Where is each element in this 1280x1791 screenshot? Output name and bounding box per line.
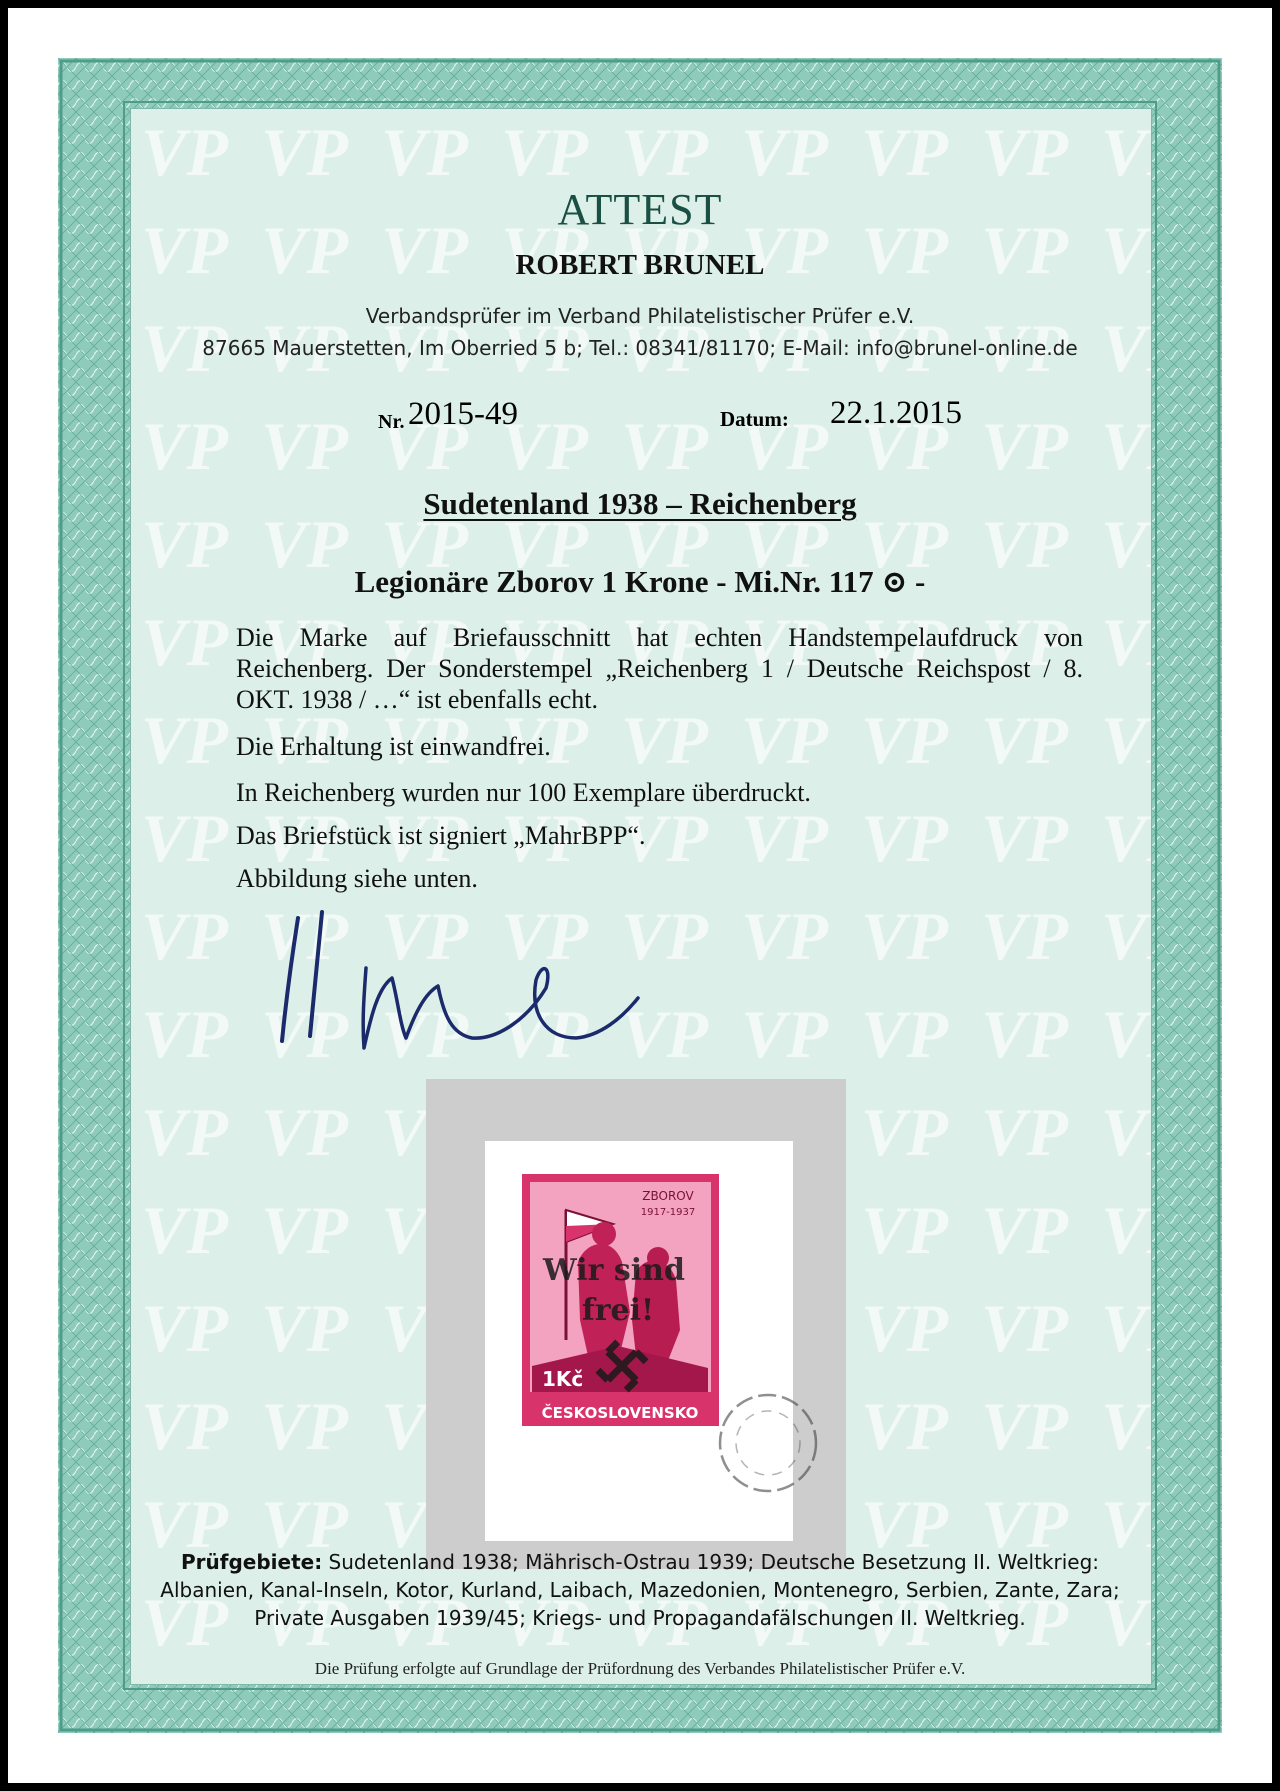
svg-text:Wir sind: Wir sind	[543, 1253, 685, 1288]
datum-label: Datum:	[720, 407, 789, 431]
paragraph-quantity: In Reichenberg wurden nur 100 Exemplare überdruckt.	[236, 778, 811, 807]
nr-label: Nr.	[378, 411, 405, 433]
datum-value: 22.1.2015	[830, 395, 962, 431]
footer-label: Prüfgebiete:	[180, 1550, 323, 1574]
certificate	[8, 8, 1272, 1783]
examiner-subtitle: Verbandsprüfer im Verband Philatelistischer Prüfer e.V.	[365, 304, 915, 328]
item-description: Legionäre Zborov 1 Krone - Mi.Nr. 117 ⊙ -	[354, 564, 926, 599]
footer-line-3: Private Ausgaben 1939/45; Kriegs- und Propagandafälschungen II. Weltkrieg.	[254, 1606, 1026, 1630]
footer-regulation-note: Die Prüfung erfolgte auf Grundlage der Prüfordnung des Verbandes Philatelistischer Prüfer e.V.	[314, 1659, 966, 1678]
paragraph-authenticity: Die Marke auf Briefausschnitt hat echten Handstempelaufdruck von Reichenberg. Der Sonderstempel „Reichenberg 1 / Deutsche Reichspost / 8. OKT. 1938 / …“ ist ebenfalls echt.	[236, 623, 1083, 714]
postmark	[708, 1388, 828, 1498]
svg-text:1Kč: 1Kč	[542, 1367, 584, 1391]
paragraph-signature: Das Briefstück ist signiert „MahrBPP“.	[236, 821, 646, 850]
svg-text:1917-1937: 1917-1937	[640, 1207, 696, 1218]
footer-line-2: Albanien, Kanal-Inseln, Kotor, Kurland, Laibach, Mazedonien, Montenegro, Serbien, Zante, Zara;	[160, 1578, 1120, 1602]
document-title: ATTEST	[557, 185, 723, 234]
handwritten-signature	[246, 906, 666, 1066]
footer-examination-areas	[8, 1548, 1272, 1632]
examiner-name: ROBERT BRUNEL	[515, 249, 765, 281]
footer-line-1-text: Sudetenland 1938; Mährisch-Ostrau 1939; Deutsche Besetzung II. Weltkrieg:	[322, 1550, 1100, 1574]
nr-value: 2015-49	[408, 396, 518, 432]
certificate-heading: Sudetenland 1938 – Reichenberg	[423, 486, 857, 521]
svg-text:ČESKOSLOVENSKO: ČESKOSLOVENSKO	[541, 1404, 699, 1422]
paragraph-illustration: Abbildung siehe unten.	[236, 864, 478, 893]
svg-text:frei!: frei!	[581, 1293, 655, 1328]
paragraph-condition: Die Erhaltung ist einwandfrei.	[236, 732, 551, 761]
examiner-address: 87665 Mauerstetten, Im Oberried 5 b; Tel.: 08341/81170; E-Mail: info@brunel-online.de	[202, 336, 1078, 360]
footer-line-1	[8, 1548, 1272, 1576]
postage-stamp	[518, 1170, 723, 1430]
svg-text:ZBOROV: ZBOROV	[642, 1189, 694, 1203]
